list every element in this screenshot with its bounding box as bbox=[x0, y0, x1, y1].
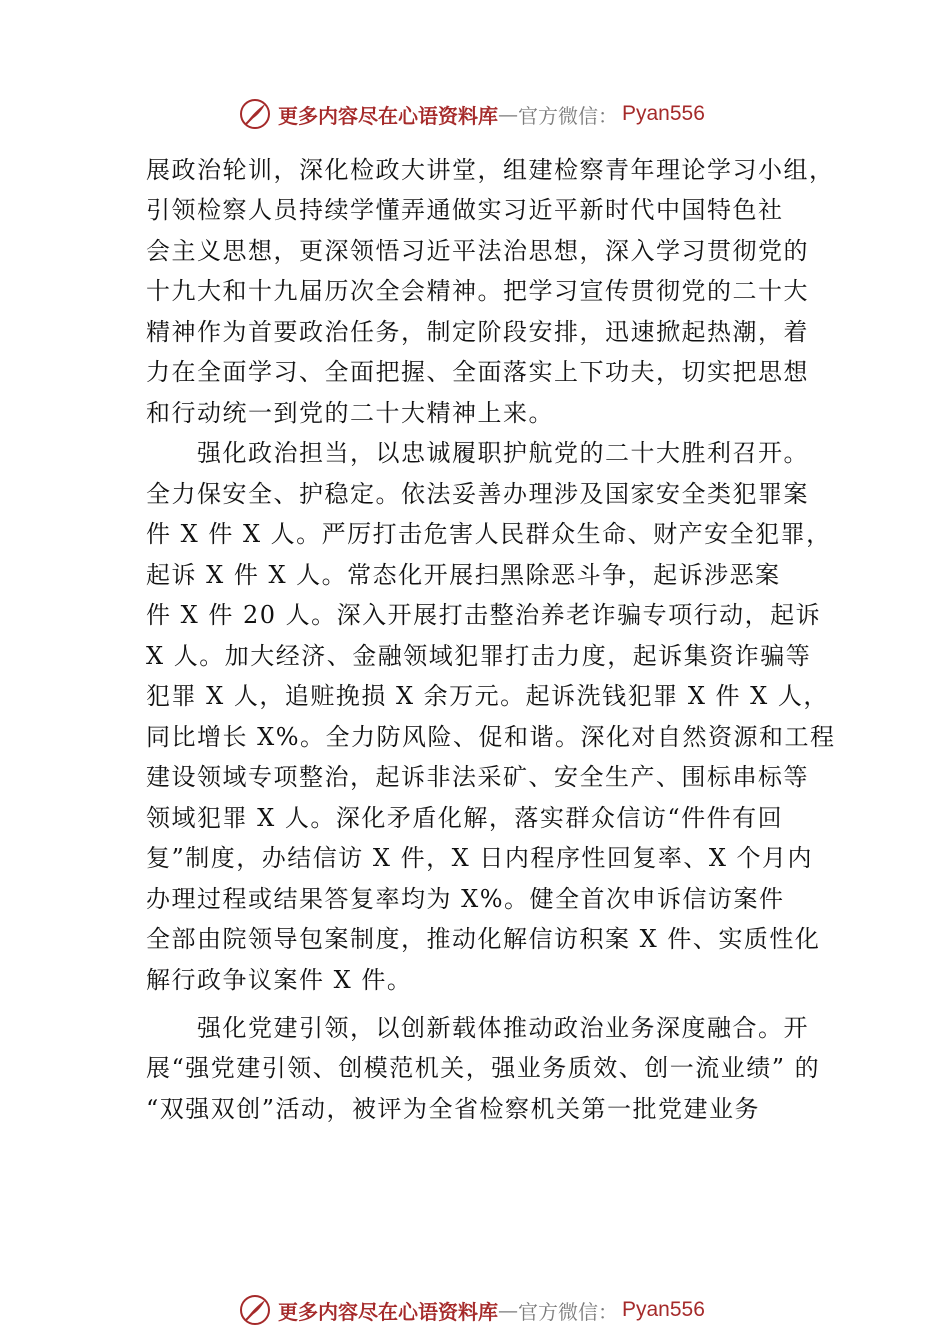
text-line: 领域犯罪 X 人。深化矛盾化解，落实群众信访“件件有回 bbox=[146, 804, 784, 832]
footer-banner bbox=[238, 1290, 705, 1330]
text-line: 展政治轮训，深化检政大讲堂，组建检察青年理论学习小组， bbox=[146, 156, 835, 184]
text-line: 件 X 件 20 人。深入开展打击整治养老诈骗专项行动，起诉 bbox=[146, 601, 822, 629]
text-line: 会主义思想，更深领悟习近平法治思想，深入学习贯彻党的 bbox=[146, 237, 809, 265]
banner-wechat-id: Pyan556 bbox=[622, 102, 705, 125]
text-line: X 人。加大经济、金融领域犯罪打击力度，起诉集资诈骗等 bbox=[146, 642, 812, 670]
text-line: 强化政治担当，以忠诚履职护航党的二十大胜利召开。 bbox=[146, 439, 809, 467]
text-line: 犯罪 X 人，追赃挽损 X 余万元。起诉洗钱犯罪 X 件 X 人， bbox=[146, 682, 829, 710]
banner-title: 更多内容尽在心语资料库 bbox=[278, 1299, 498, 1324]
quill-logo-icon bbox=[238, 97, 272, 131]
banner-separator: — bbox=[498, 102, 518, 126]
text-line: 件 X 件 X 人。严厉打击危害人民群众生命、财产安全犯罪， bbox=[146, 520, 832, 548]
banner-separator: — bbox=[498, 1298, 518, 1322]
text-line: 强化党建引领，以创新载体推动政治业务深度融合。开 bbox=[146, 1014, 809, 1042]
text-line: 全力保安全、护稳定。依法妥善办理涉及国家安全类犯罪案 bbox=[146, 480, 809, 508]
text-line: 复”制度，办结信访 X 件，X 日内程序性回复率、X 个月内 bbox=[146, 844, 814, 872]
text-line: 精神作为首要政治任务，制定阶段安排，迅速掀起热潮，着 bbox=[146, 318, 809, 346]
quill-logo-icon bbox=[238, 1293, 272, 1327]
text-line: 办理过程或结果答复率均为 X%。健全首次申诉信访案件 bbox=[146, 885, 785, 913]
text-line: 建设领域专项整治，起诉非法采矿、安全生产、围标串标等 bbox=[146, 763, 809, 791]
banner-wechat-label: 官方微信： bbox=[518, 1299, 618, 1324]
text-line: 同比增长 X%。全力防风险、促和谐。深化对自然资源和工程 bbox=[146, 723, 836, 751]
header-banner bbox=[238, 94, 705, 134]
text-line: 解行政争议案件 X 件。 bbox=[146, 966, 413, 994]
text-line: 力在全面学习、全面把握、全面落实上下功夫，切实把思想 bbox=[146, 358, 809, 386]
text-line: 展“强党建引领、创模范机关，强业务质效、创一流业绩” 的 bbox=[146, 1054, 821, 1082]
text-line: 十九大和十九届历次全会精神。把学习宣传贯彻党的二十大 bbox=[146, 277, 809, 305]
text-line: 引领检察人员持续学懂弄通做实习近平新时代中国特色社 bbox=[146, 196, 784, 224]
banner-title: 更多内容尽在心语资料库 bbox=[278, 103, 498, 128]
banner-wechat-id: Pyan556 bbox=[622, 1298, 705, 1321]
text-line: “双强双创”活动，被评为全省检察机关第一批党建业务 bbox=[146, 1095, 761, 1123]
text-line: 起诉 X 件 X 人。常态化开展扫黑除恶斗争，起诉涉恶案 bbox=[146, 561, 781, 589]
banner-wechat-label: 官方微信： bbox=[518, 103, 618, 128]
text-line: 全部由院领导包案制度，推动化解信访积案 X 件、实质性化 bbox=[146, 925, 821, 953]
text-line: 和行动统一到党的二十大精神上来。 bbox=[146, 399, 554, 427]
